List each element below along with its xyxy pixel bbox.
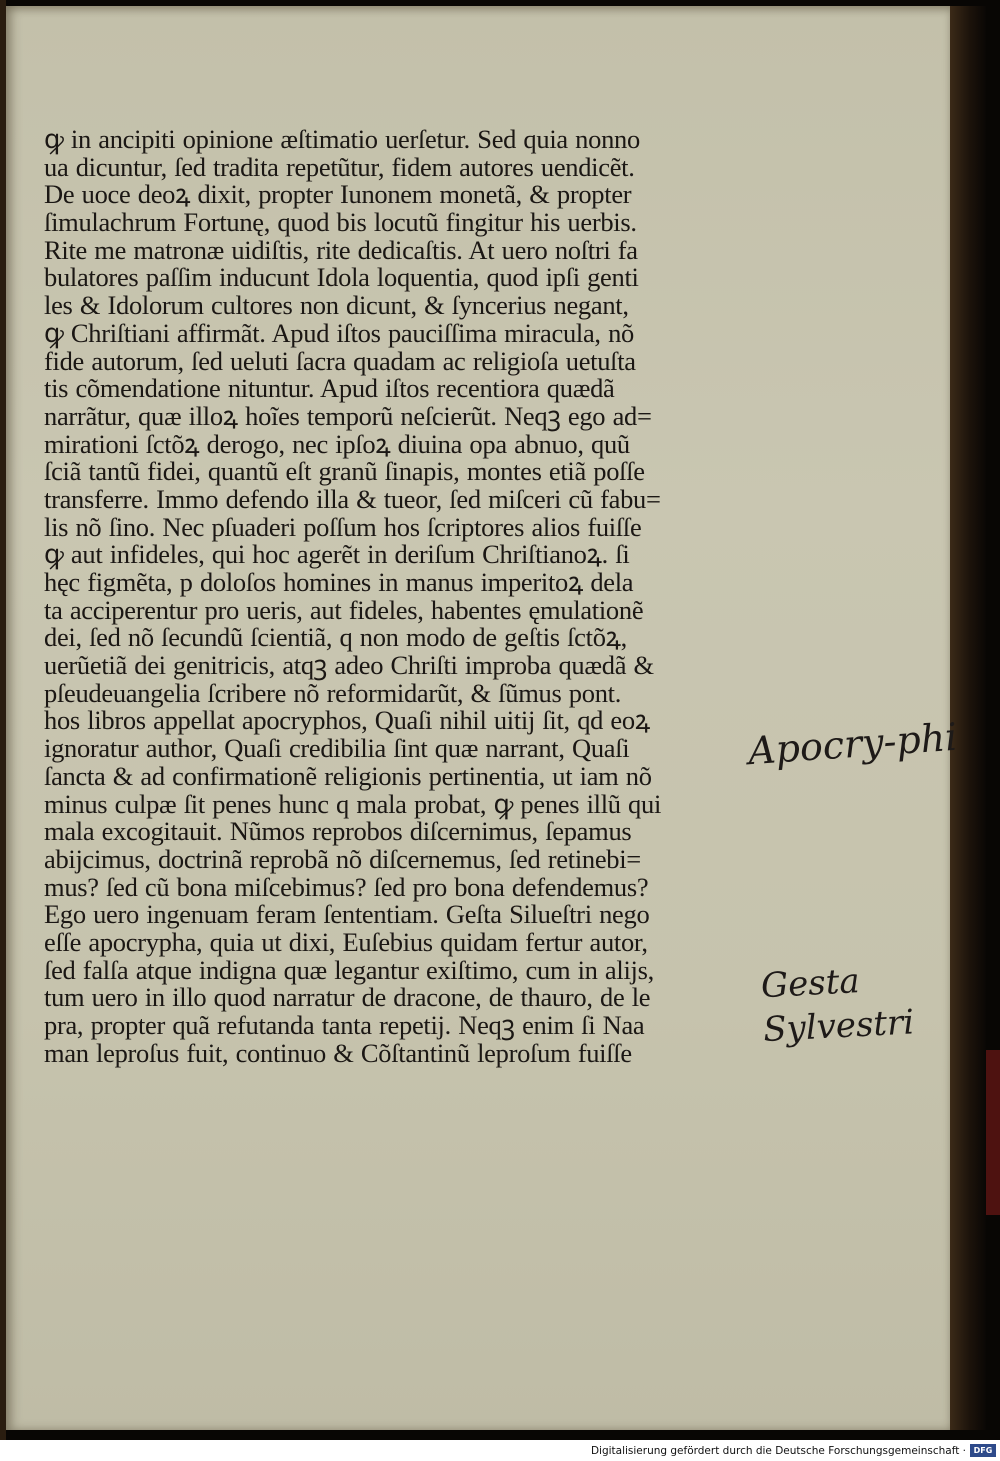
text-line: ignoratur author, Quaſi credibilia ſint quæ narrant, Quaſi	[44, 733, 630, 764]
text-line: mus? ſed cũ bona miſcebimus? ſed pro bona defendemus?	[44, 871, 649, 902]
text-line: ta acciperentur pro ueris, aut fideles, habentes ęmulationẽ	[44, 594, 644, 625]
red-edge-tab	[986, 1050, 1000, 1215]
text-line: De uoce deoꝝ dixit, propter Iunonem monetã, & propter	[44, 179, 632, 210]
text-line: tum uero in illo quod narratur de dracone, de thauro, de le	[44, 982, 651, 1013]
text-line: pra, propter quã refutanda tanta repetij. Neqꝫ enim ſi Naa	[44, 1010, 645, 1040]
text-line: Rite me matronæ uidiſtis, rite dedicaſtis. At uero noſtri fa	[44, 234, 638, 265]
text-line: ſed falſa atque indigna quæ legantur exiſtimo, cum in alijs,	[44, 954, 654, 985]
text-line: man leproſus fuit, continuo & Cõſtantinũ leproſum fuiſſe	[44, 1037, 632, 1068]
text-line: ſimulachrum Fortunę, quod bis locutũ fingitur his uerbis.	[44, 207, 637, 238]
text-line: eſſe apocrypha, quia ut dixi, Euſebius quidam fertur autor,	[44, 926, 648, 957]
text-line: narrãtur, quæ illoꝝ hoĩes temporũ neſcierũt. Neqꝫ ego ad=	[44, 400, 652, 431]
text-line: hęc figmẽta, p doloſos homines in manus imperitoꝝ dela	[44, 567, 634, 597]
text-line: bulatores paſſim inducunt Idola loquentia, quod ipſi genti	[44, 262, 639, 293]
text-line: tis cõmendatione nituntur. Apud iſtos recentiora quædã	[44, 373, 615, 404]
digitization-footer	[0, 1440, 1000, 1461]
text-line: lis nõ ſino. Nec pſuaderi poſſum hos ſcriptores alios fuiſſe	[44, 511, 642, 542]
text-line: ua dicuntur, ſed tradita repetũtur, fidem autores uendicẽt.	[44, 151, 635, 182]
text-line: abijcimus, doctrinã reprobã nõ diſcernemus, ſed retinebi=	[44, 843, 641, 874]
text-line: hos libros appellat apocryphos, Quaſi nihil uitij ſit, qd eoꝝ	[44, 705, 650, 736]
text-line: mirationi ſctõꝝ derogo, nec ipſoꝝ diuina opa abnuo, quũ	[44, 428, 630, 459]
text-line: ſancta & ad confirmationẽ religionis pertinentia, ut iam nõ	[44, 760, 652, 791]
text-line: Ego uero ingenuam feram ſententiam. Geſta Silueſtri nego	[44, 899, 650, 930]
margin-note-gesta-sylvestri: Gesta Sylvestri	[759, 961, 916, 1051]
text-line: pſeudeuangelia ſcribere nõ reformidarũt, & ſũmus pont.	[44, 677, 622, 708]
text-line: transferre. Immo defendo illa & tueor, ſed miſceri cũ fabu=	[44, 483, 661, 514]
text-line: ꝙ in ancipiti opinione æſtimatio uerſetur. Sed quia nonno	[44, 124, 640, 154]
body-text	[44, 126, 724, 1067]
text-line: les & Idolorum cultores non dicunt, & ſyncerius negant,	[44, 290, 629, 321]
margin-note-apocryphi: Apocry-phi	[746, 714, 959, 774]
text-line: mala excogitauit. Nũmos reprobos diſcernimus, ſepamus	[44, 816, 632, 847]
text-line: minus culpæ ſit penes hunc q mala probat, ꝙ penes illũ qui	[44, 788, 662, 819]
text-line: uerũetiã dei genitricis, atqꝫ adeo Chriſti improba quædã &	[44, 650, 654, 681]
funding-credit: Digitalisierung gefördert durch die Deutsche Forschungsgemeinschaft ·	[590, 1444, 966, 1457]
text-line: dei, ſed nõ ſecundũ ſcientiã, q non modo de geſtis ſctõꝝ,	[44, 622, 627, 653]
text-line: fide autorum, ſed ueluti ſacra quadam ac religioſa uetuſta	[44, 345, 636, 376]
text-line: ꝙ aut infideles, qui hoc agerẽt in deriſum Chriſtianoꝝ. ſi	[44, 539, 630, 570]
text-line: ſciã tantũ fidei, quantũ eſt granũ ſinapis, montes etiã poſſe	[44, 456, 645, 487]
dfg-logo: DFG	[970, 1444, 996, 1457]
text-line: ꝙ Chriſtiani affirmãt. Apud iſtos pauciſſima miracula, nõ	[44, 317, 634, 348]
